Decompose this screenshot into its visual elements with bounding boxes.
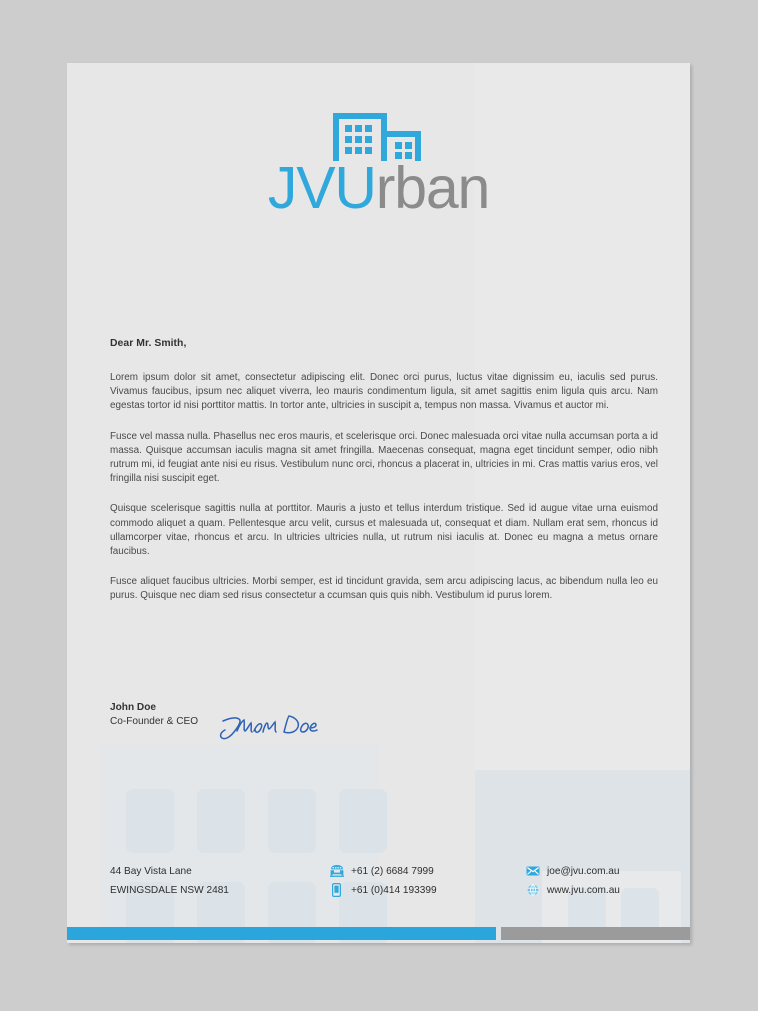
watermark-window <box>126 789 174 853</box>
watermark-window <box>339 789 387 853</box>
letter-paragraph: Quisque scelerisque sagittis nulla at porttitor. Mauris a justo et tellus interdum tristique. Sed id augue vitae urna euismod commodo aliquet a quam. Pellentesque arcu velit, cursus et malesuada ut, consequat et diam. Nullam erat sem, rhoncus id ullamcorper vitae, rhoncus et arcu. In ultricies ultricies nulla, ut rutrum nisi iaculis at. Donec eu magna a metus ornare faucibus. <box>110 503 658 558</box>
signer-title: Co-Founder & CEO <box>110 716 199 727</box>
letterhead-page <box>67 63 690 943</box>
envelope-icon <box>525 866 540 876</box>
email-value[interactable]: joe@jvu.com.au <box>547 865 620 877</box>
telephone-icon <box>329 865 344 877</box>
watermark-window <box>268 789 316 853</box>
letter-paragraph: Fusce aliquet faucibus ultricies. Morbi semper, est id tincidunt gravida, sem arcu adipiscing lacus, ac bibendum nulla leo eu purus. Quisque nec diam sed risus consectetur a ccumsan quis quis nibh. Vestibulum id purus lorem. <box>110 576 658 602</box>
website-value[interactable]: www.jvu.com.au <box>547 884 620 896</box>
phone-mobile-row <box>329 882 437 898</box>
globe-icon <box>525 884 540 896</box>
address-line-2: EWINGSDALE NSW 2481 <box>110 884 229 896</box>
watermark-left-building <box>100 745 378 943</box>
contact-web <box>525 863 620 898</box>
address-line-1: 44 Bay Vista Lane <box>110 865 192 877</box>
logo-wordmark <box>67 155 690 221</box>
footer-bar-gray <box>501 927 690 940</box>
logo-word-primary: JVU <box>267 155 376 221</box>
website-row[interactable] <box>525 882 620 898</box>
signature-block <box>110 701 510 729</box>
watermark-window <box>197 789 245 853</box>
footer-contact <box>67 863 690 913</box>
phone-landline-value: +61 (2) 6684 7999 <box>351 865 434 877</box>
logo-word-secondary: rban <box>375 155 490 221</box>
letter-greeting: Dear Mr. Smith, <box>110 338 187 349</box>
company-logo <box>67 111 690 221</box>
letter-paragraph: Fusce vel massa nulla. Phasellus nec eros mauris, et scelerisque orci. Donec malesuada orci vitae nulla accumsan porta a id massa. Quisque accumsan iaculis magna sit amet fringilla. Maecenas consequat, magna eget tincidunt semper, odio nibh rutrum mi, id feugiat ante nisi eu risus. Vestibulum nunc orci, rhoncus a placerat in, ultricies in mi. Cras mattis varius eros, vel fringilla nisi suscipit eget. <box>110 430 658 485</box>
phone-landline-row <box>329 863 437 879</box>
mobile-phone-icon <box>329 883 344 897</box>
email-row[interactable] <box>525 863 620 879</box>
phone-mobile-value: +61 (0)414 193399 <box>351 884 437 896</box>
contact-phones <box>329 863 437 898</box>
handwritten-signature <box>218 711 318 745</box>
letter-paragraph: Lorem ipsum dolor sit amet, consectetur adipiscing elit. Donec orci purus, luctus vitae dignissim eu, iaculis sed purus. Vivamus faucibus, ipsum nec aliquet viverra, leo mauris condimentum ligula, sit amet sagittis enim ligula quis arcu. Nam egestas tortor id nisi porttitor mattis. In tortor ante, ultricies in suscipit a, tempus non massa. Vivamus et auctor mi. <box>110 372 658 412</box>
contact-address <box>110 863 229 898</box>
footer-bar-blue <box>67 927 496 940</box>
signer-name: John Doe <box>110 702 156 713</box>
letter-body <box>110 338 658 604</box>
building-icon <box>333 111 425 161</box>
